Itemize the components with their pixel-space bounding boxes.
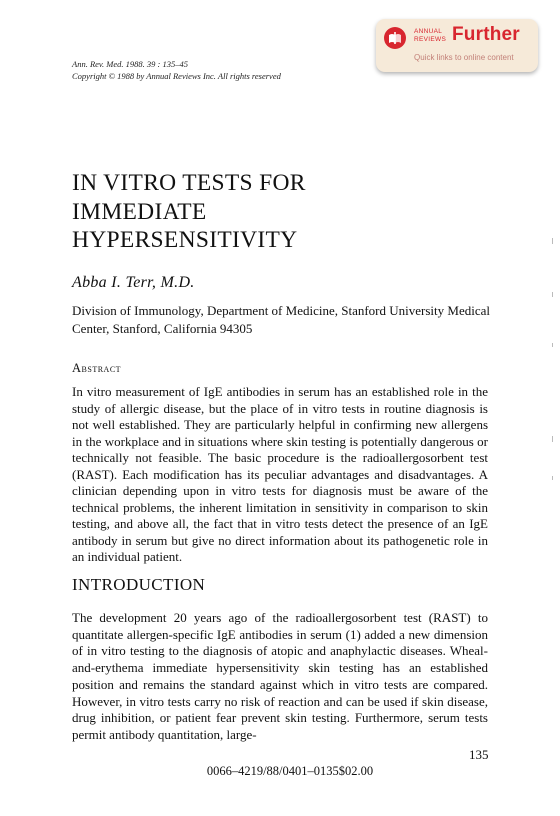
annual-reviews-further-badge[interactable] bbox=[376, 19, 538, 72]
introduction-text: The development 20 years ago of the radioallergosorbent test (RAST) to quantitate allergen-specific IgE antibodies in serum (1) added a new dimension of in vitro testing to the diagnosis of atopic and anaphylactic diseases. Wheal-and-erythema immediate hypersensitivity skin testing has an established position and remains the standard against which in vitro tests are compared. However, in vitro tests carry no risk of reaction and can be used if skin disease, drug inhibition, or patient fear prevent skin testing. Furthermore, serum tests permit antibody quantitation, large- bbox=[72, 610, 488, 742]
title-line-3: HYPERSENSITIVITY bbox=[72, 227, 298, 253]
citation-line-1: Ann. Rev. Med. 1988. 39 : 135–45 bbox=[72, 59, 188, 69]
badge-subtitle: Quick links to online content bbox=[414, 53, 514, 62]
journal-citation bbox=[72, 58, 281, 82]
margin-mark bbox=[552, 343, 553, 347]
badge-brand-line-1: ANNUAL bbox=[414, 28, 443, 35]
article-title bbox=[72, 169, 472, 255]
annual-reviews-logo-icon bbox=[384, 27, 406, 49]
article-author: Abba I. Terr, M.D. bbox=[72, 274, 195, 291]
margin-mark bbox=[552, 238, 553, 244]
badge-further-label: Further bbox=[452, 24, 520, 45]
margin-mark bbox=[552, 292, 553, 297]
introduction-heading: INTRODUCTION bbox=[72, 575, 206, 594]
page-number: 135 bbox=[469, 747, 489, 762]
citation-line-2: Copyright © 1988 by Annual Reviews Inc. All rights reserved bbox=[72, 71, 281, 81]
margin-mark bbox=[552, 476, 553, 480]
margin-mark bbox=[552, 436, 553, 442]
title-line-2: IMMEDIATE bbox=[72, 198, 207, 225]
badge-brand bbox=[414, 28, 446, 43]
abstract-text: In vitro measurement of IgE antibodies in serum has an established role in the study of allergic disease, but the place of in vitro tests in routine diagnosis is not well established. They are particularly helpful in confirming new allergens in the workplace and in situations where skin testing is potentially dangerous or technically not feasible. The basic procedure is the radioallergosorbent test (RAST). Each modification has its peculiar advantages and disadvantages. A clinician depending upon in vitro tests for diagnosis must be aware of the technical problems, the inherent limitation in sensitivity in comparison to skin testing, and above all, the fact that in vitro tests detect the presence of an IgE antibody in serum but give no direct information about its pathogenetic role in an individual patient. bbox=[72, 384, 488, 564]
badge-brand-line-2: REVIEWS bbox=[414, 35, 447, 43]
title-line-1: IN VITRO TESTS FOR bbox=[72, 170, 306, 196]
abstract-heading: Abstract bbox=[72, 361, 122, 375]
price-code: 0066–4219/88/0401–0135$02.00 bbox=[206, 764, 374, 778]
author-affiliation: Division of Immunology, Department of Medicine, Stanford University Medical Center, Stanford, California 94305 bbox=[72, 303, 490, 336]
